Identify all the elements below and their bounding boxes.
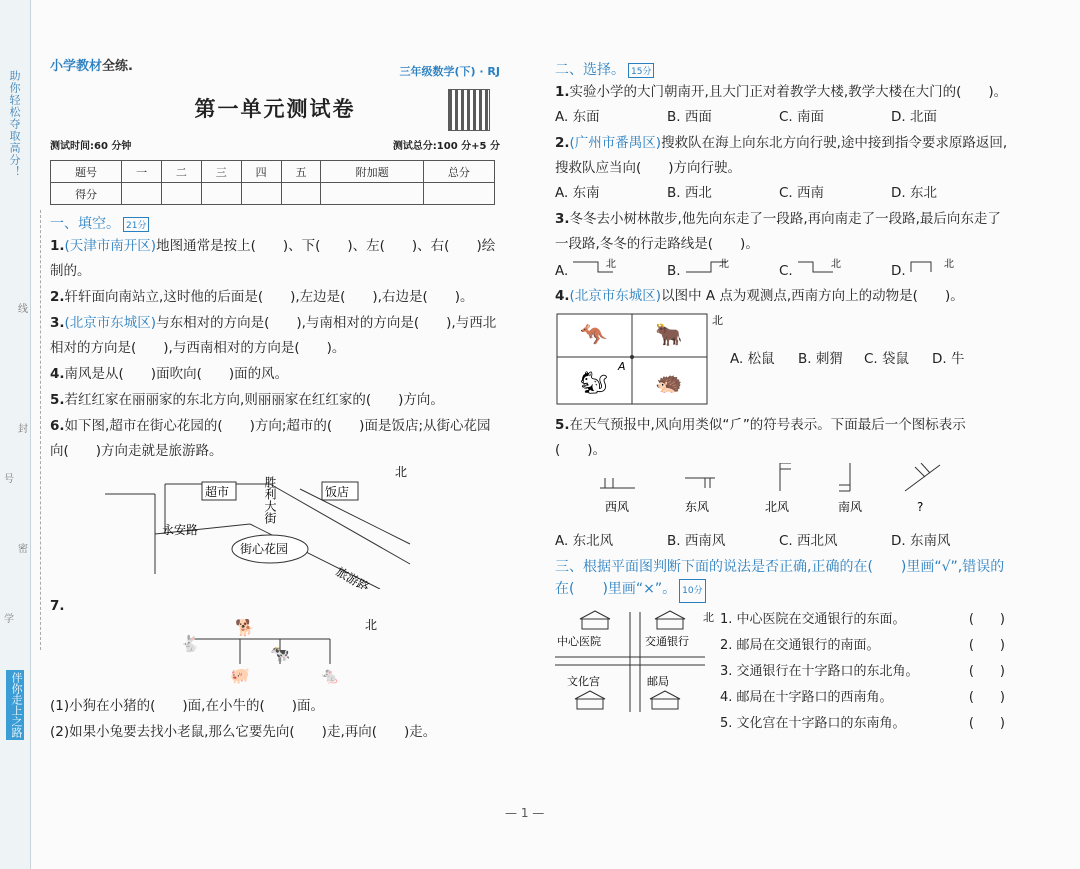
table-cell: 五: [281, 161, 321, 183]
wind-symbol: [780, 463, 791, 491]
question: 3.(北京市东城区)与东相对的方向是( ),与南相对的方向是( ),与西北相对的方向是( ),与西南相对的方向是( )。: [50, 315, 497, 356]
table-cell: 题号: [51, 161, 122, 183]
mouse-icon: 🐁: [320, 666, 340, 685]
judge-item: 1. 中心医院在交通银行的东面。 ( ): [720, 607, 1005, 633]
table-row: [51, 161, 495, 183]
question: 5.在天气预报中,风向用类似“⺁”的符号表示。下面最后一个图标表示( )。: [555, 417, 966, 458]
svg-text:北: 北: [606, 259, 617, 270]
option[interactable]: B. 西南风: [667, 533, 726, 549]
option[interactable]: C. 北: [779, 257, 891, 283]
options: [555, 105, 1010, 130]
wind-symbol: [905, 463, 940, 491]
judge-item: 5. 文化宫在十字路口的东南角。 ( ): [720, 711, 1005, 737]
animal-map: [50, 619, 500, 689]
point-label: A: [618, 360, 626, 373]
svg-text:北: 北: [830, 259, 841, 270]
option[interactable]: A. 东南: [555, 185, 600, 201]
question: 4.(北京市东城区)以图中 A 点为观测点,西南方向上的动物是( )。: [555, 288, 964, 304]
svg-text:北: 北: [943, 259, 954, 270]
north-label: 北: [395, 465, 408, 479]
city-map: [555, 607, 720, 717]
wind-symbol: [685, 478, 715, 488]
score-table: [50, 160, 495, 205]
judge-item: 4. 邮局在十字路口的西南角。 ( ): [720, 685, 1005, 711]
option[interactable]: B. 西面: [667, 109, 712, 125]
cut-line: [40, 210, 41, 650]
score-input-cell[interactable]: [122, 183, 162, 205]
test-total: 测试总分:100 分+5 分: [392, 141, 500, 152]
score-badge: 21分: [123, 217, 149, 232]
answer-blank[interactable]: ( ): [968, 664, 1005, 679]
binding-mark: 学: [4, 614, 14, 625]
question: 4.南风是从( )面吹向( )面的风。: [50, 366, 289, 382]
map-label: 街心花园: [240, 542, 289, 556]
left-column: [50, 55, 500, 745]
kangaroo-icon: 🦘: [580, 323, 608, 348]
wind-label: 东风: [685, 500, 710, 514]
squirrel-icon: 🐿: [580, 371, 608, 396]
table-row: [51, 183, 495, 205]
hedgehog-icon: 🦔: [655, 371, 683, 396]
answer-blank[interactable]: ( ): [968, 716, 1005, 731]
binding-mark: 封: [18, 424, 28, 435]
score-input-cell[interactable]: [161, 183, 201, 205]
section-heading: 二、选择。 15分: [555, 59, 1010, 79]
question: (1)小狗在小猪的( )面,在小牛的( )面。: [50, 698, 324, 714]
binding-mark: 号: [4, 474, 14, 485]
map-label: 旅游路: [333, 564, 372, 589]
section-heading: 三、根据平面图判断下面的说法是否正确,正确的在( )里画“√”,错误的在( )里画“×”。 10分: [555, 556, 1010, 603]
binding-slogan: 助你轻松夺取高分！: [8, 70, 21, 178]
option[interactable]: C. 南面: [779, 109, 825, 125]
route-diagram: [906, 257, 966, 275]
route-diagram: [793, 257, 853, 275]
option[interactable]: A. 北: [555, 257, 667, 283]
options: [555, 529, 1010, 554]
north-label: 北: [365, 619, 378, 632]
map-label: 超市: [205, 485, 230, 499]
score-input-cell[interactable]: [281, 183, 321, 205]
option[interactable]: C. 西南: [779, 185, 825, 201]
judge-item: 3. 交通银行在十字路口的东北角。 ( ): [720, 659, 1005, 685]
table-cell: 三: [201, 161, 241, 183]
page-title: 第一单元测试卷: [194, 96, 356, 121]
question: 6.如下图,超市在街心花园的( )方向;超市的( )面是饭店;从街心花园向( )方向走就是旅游路。: [50, 418, 491, 459]
dog-icon: 🐕: [235, 619, 255, 637]
right-column: [555, 55, 1010, 737]
question: 7.: [50, 598, 65, 614]
options: [555, 181, 1010, 206]
cow-icon: 🐂: [655, 323, 683, 348]
option[interactable]: B. 刺猬: [798, 351, 843, 367]
wind-label: ?: [917, 500, 924, 514]
wind-symbol: [839, 463, 850, 491]
animal-grid: [555, 312, 730, 407]
street-map: [50, 464, 500, 589]
north-label: 北: [703, 611, 714, 624]
judge-item: 2. 邮局在交通银行的南面。 ( ): [720, 633, 1005, 659]
option[interactable]: D. 北面: [891, 109, 937, 125]
option[interactable]: D. 北: [891, 257, 1003, 283]
question: (2)如果小兔要去找小老鼠,那么它要先向( )走,再向( )走。: [50, 724, 437, 740]
page-number: — 1 —: [505, 806, 545, 820]
wind-label: 北风: [765, 500, 790, 514]
answer-blank[interactable]: ( ): [968, 612, 1005, 627]
answer-blank[interactable]: ( ): [968, 638, 1005, 653]
option[interactable]: C. 西北风: [779, 533, 838, 549]
wind-label: 西风: [605, 500, 630, 514]
svg-text:北: 北: [718, 259, 729, 270]
option[interactable]: B. 西北: [667, 185, 712, 201]
score-badge: 15分: [628, 63, 654, 78]
route-diagram: [568, 257, 628, 275]
score-input-cell[interactable]: [423, 183, 494, 205]
score-badge: 10分: [679, 579, 705, 603]
rabbit-icon: 🐇: [180, 634, 200, 653]
section-heading: 一、填空。 21分: [50, 213, 500, 233]
score-input-cell[interactable]: [321, 183, 423, 205]
cow-icon: 🐄: [270, 644, 290, 663]
pig-icon: 🐖: [230, 666, 250, 685]
answer-blank[interactable]: ( ): [968, 690, 1005, 705]
route-diagram: [681, 257, 741, 275]
option[interactable]: D. 东北: [891, 185, 937, 201]
map-label: 邮局: [647, 675, 669, 688]
table-cell: 一: [122, 161, 162, 183]
score-input-cell[interactable]: [241, 183, 281, 205]
map-label: 文化宫: [567, 675, 600, 688]
question: 2.轩轩面向南站立,这时他的后面是( ),左边是( ),右边是( )。: [50, 289, 474, 305]
question: 3.冬冬去小树林散步,他先向东走了一段路,再向南走了一段路,最后向东走了一段路,冬冬的行走路线是( )。: [555, 211, 1001, 252]
route-options: [555, 257, 1010, 283]
table-cell: 得分: [51, 183, 122, 205]
map-label: 中心医院: [557, 635, 601, 648]
wind-symbol: [600, 478, 635, 488]
wind-label: 南风: [838, 500, 863, 514]
question: 5.若红红家在丽丽家的东北方向,则丽丽家在红红家的( )方向。: [50, 392, 444, 408]
binding-strip: [0, 0, 31, 869]
options: [730, 347, 990, 372]
option[interactable]: D. 东南风: [891, 533, 951, 549]
binding-mark: 密: [18, 544, 28, 555]
binding-mark: 线: [18, 304, 28, 315]
wind-symbols: [555, 463, 1005, 525]
map-label: 饭店: [325, 485, 350, 499]
grade-label: 三年级数学(下) · RJ: [399, 65, 500, 78]
map-label: 永安路: [162, 523, 199, 537]
map-label: 交通银行: [645, 635, 689, 648]
table-cell: 四: [241, 161, 281, 183]
option[interactable]: B. 北: [667, 257, 779, 283]
question: 1.实验小学的大门朝南开,且大门正对着教学大楼,教学大楼在大门的( )。: [555, 84, 1008, 100]
score-input-cell[interactable]: [201, 183, 241, 205]
test-time: 测试时间:60 分钟: [50, 141, 132, 152]
question: 2.(广州市番禺区)搜救队在海上向东北方向行驶,途中接到指令要求原路返回,搜救队应当向( )方向行驶。: [555, 135, 1008, 176]
north-label: 北: [712, 314, 723, 327]
option[interactable]: D. 牛: [932, 351, 965, 367]
question: 1.(天津市南开区)地图通常是按上( )、下( )、左( )、右( )绘制的。: [50, 238, 496, 279]
binding-badge: 伴你走上之路: [6, 670, 24, 740]
option[interactable]: A. 东面: [555, 109, 600, 125]
table-cell: 附加题: [321, 161, 423, 183]
option[interactable]: A. 松鼠: [730, 351, 775, 367]
brand-logo: 小学教材全练.: [50, 59, 133, 74]
option[interactable]: A. 东北风: [555, 533, 614, 549]
map-label: 胜利大街: [263, 476, 277, 524]
qr-code-icon: [448, 89, 490, 131]
table-cell: 二: [161, 161, 201, 183]
option[interactable]: C. 袋鼠: [864, 351, 910, 367]
table-cell: 总分: [423, 161, 494, 183]
